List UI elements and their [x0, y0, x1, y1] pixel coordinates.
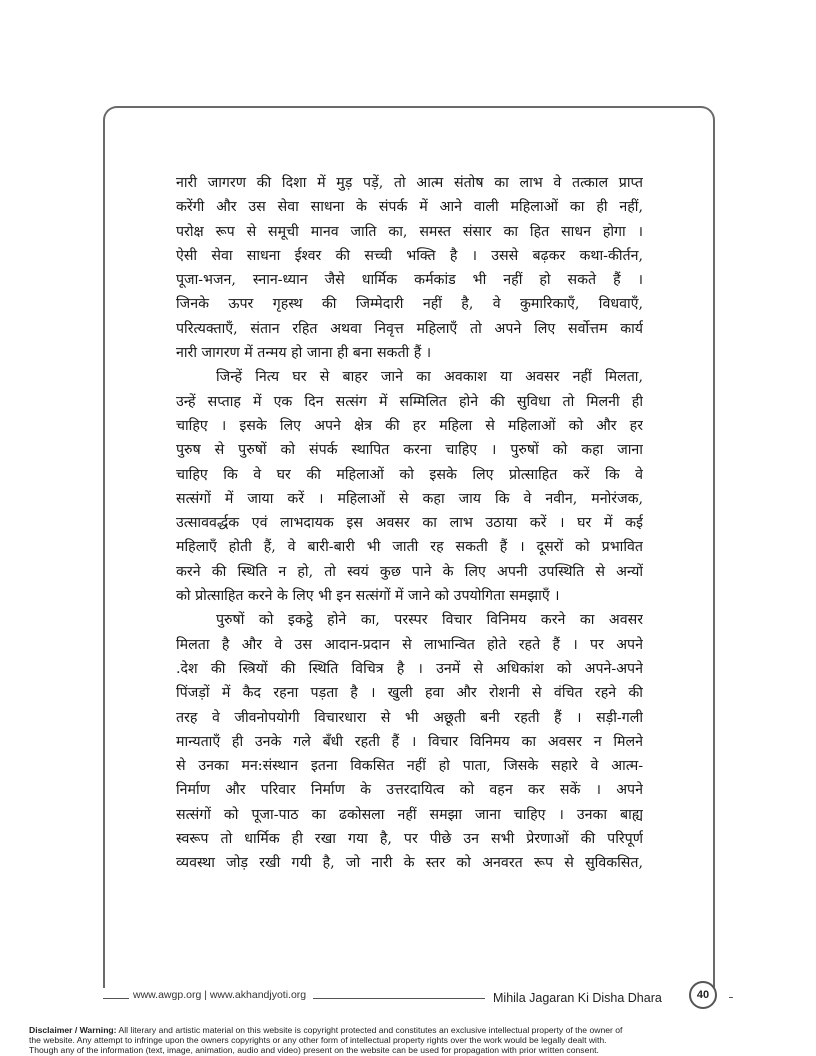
- body-line: .देश की स्त्रियों की स्थिति विचित्र है । उनमें से अधिकांश को अपने-अपने: [176, 660, 643, 677]
- footer-book-title: Mihila Jagaran Ki Disha Dhara: [493, 991, 662, 1005]
- body-line: से उनका मन:संस्थान इतना विकसित नहीं हो पाता, जिसके सहारे वे आत्म-: [176, 758, 643, 775]
- disclaimer-notice: [29, 1025, 789, 1055]
- page-number: 40: [696, 989, 710, 1001]
- body-line: नारी जागरण की दिशा में मुड़ पड़ें, तो आत्म संतोष का लाभ वे तत्काल प्राप्त: [176, 175, 643, 191]
- page-footer: [103, 985, 733, 1015]
- body-line: परोक्ष रूप से समूची मानव जाति का, समस्त संसार का हित साधन होगा ।: [176, 223, 643, 240]
- disclaimer-text-1: All literary and artistic material on this website is copyright protected and constitutes an exclusive intellectual property of the owner of: [118, 1025, 623, 1035]
- body-line: तरह वे जीवनोपयोगी विचारधारा से भी अछूती बनी रहती हैं । सड़ी-गली: [176, 709, 643, 726]
- body-line: जिनके ऊपर गृहस्थ की जिम्मेदारी नहीं है, वे कुमारिकाएँ, विधवाएँ,: [176, 296, 643, 313]
- footer-website: www.awgp.org | www.akhandjyoti.org: [133, 989, 307, 1001]
- body-line: जिन्हें नित्य घर से बाहर जाने का अवकाश या अवसर नहीं मिलता,: [216, 369, 643, 386]
- body-line: महिलाएँ होती हैं, वे बारी-बारी भी जाती रह सकती हैं । दूसरों को प्रभावित: [176, 539, 643, 556]
- footer-rule-right: [729, 997, 733, 998]
- body-line: मिलता है और वे उस आदान-प्रदान से लाभान्वित होते रहते हैं । पर अपने: [176, 636, 643, 653]
- body-line: पुरुषों को इकट्ठे होने का, परस्पर विचार विनिमय करने का अवसर: [216, 612, 643, 629]
- body-line: पूजा-भजन, स्नान-ध्यान जैसे धार्मिक कर्मकांड भी नहीं हो सकते हैं ।: [176, 272, 643, 289]
- footer-rule-left: [103, 998, 129, 999]
- disclaimer-label: Disclaimer / Warning:: [29, 1025, 117, 1035]
- body-line: करने की स्थिति न हो, तो स्वयं कुछ पाने के लिए अपनी उपस्थिति से अन्यों: [176, 563, 643, 580]
- body-line: चाहिए कि वे घर की महिलाओं को इसके लिए प्रोत्साहित करें कि वे: [176, 466, 643, 483]
- body-line: को प्रोत्साहित करने के लिए भी इन सत्संगों में जाने को उपयोगिता समझाएँ ।: [176, 588, 560, 605]
- body-line: मान्यताएँ ही उनके गले बँधी रहती हैं । विचार विनिमय का अवसर न मिलने: [176, 733, 643, 750]
- page-number-badge: [689, 981, 717, 1009]
- body-line: पिंजड़ों में कैद रहना पड़ता है । खुली हवा और रोशनी से वंचित रहने की: [176, 685, 643, 702]
- body-line: उन्हें सप्ताह में एक दिन सत्संग में सम्मिलित होने की सुविधा तो मिलनी ही: [176, 393, 643, 410]
- disclaimer-line-1: [29, 1025, 789, 1035]
- body-line: व्यवस्था जोड़ रखी गयी है, जो नारी के स्तर को अनवरत रूप से सुविकसित,: [176, 855, 643, 872]
- body-line: सत्संगों में जाया करें । महिलाओं से कहा जाय कि वे नवीन, मनोरंजक,: [176, 490, 643, 507]
- body-line: पुरुष से पुरुषों को संपर्क स्थापित करना चाहिए । पुरुषों को कहा जाना: [176, 442, 643, 459]
- body-line: निर्माण और परिवार निर्माण के उत्तरदायित्व को वहन कर सकें । अपने: [176, 782, 643, 799]
- body-line: नारी जागरण में तन्मय हो जाना ही बना सकती हैं ।: [176, 345, 432, 362]
- body-line: चाहिए । इसके लिए अपने क्षेत्र की हर महिला से महिलाओं को और हर: [176, 417, 643, 434]
- body-line: उत्साववर्द्धक एवं लाभदायक इस अवसर का लाभ उठाया करें । घर में कई: [176, 515, 643, 532]
- body-line: ऐसी सेवा साधना ईश्वर की सच्ची भक्ति है । उससे बढ़कर कथा-कीर्तन,: [176, 247, 643, 264]
- page-body-text: [176, 171, 643, 876]
- body-line: परित्यक्ताएँ, संतान रहित अथवा निवृत्त महिलाएँ तो अपने लिए सर्वोत्तम कार्य: [176, 320, 643, 337]
- footer-rule-middle: [313, 998, 485, 999]
- body-line: स्वरूप तो धार्मिक ही रखा गया है, पर पीछे उन सभी प्रेरणाओं की परिपूर्ण: [176, 831, 643, 848]
- disclaimer-line-2: the website. Any attempt to infringe upon the owners copyrights or any other form of intellectual property rights over the work would be legally dealt with.: [29, 1035, 607, 1045]
- disclaimer-line-3: Though any of the information (text, image, animation, audio and video) present on the website can be used for propagation with prior written consent.: [29, 1045, 599, 1055]
- body-line: सत्संगों को पूजा-पाठ का ढकोसला नहीं समझा जाना चाहिए । उनका बाह्य: [176, 806, 643, 823]
- body-line: करेंगी और उस सेवा साधना के संपर्क में आने वाली महिलाओं का ही नहीं,: [176, 199, 643, 216]
